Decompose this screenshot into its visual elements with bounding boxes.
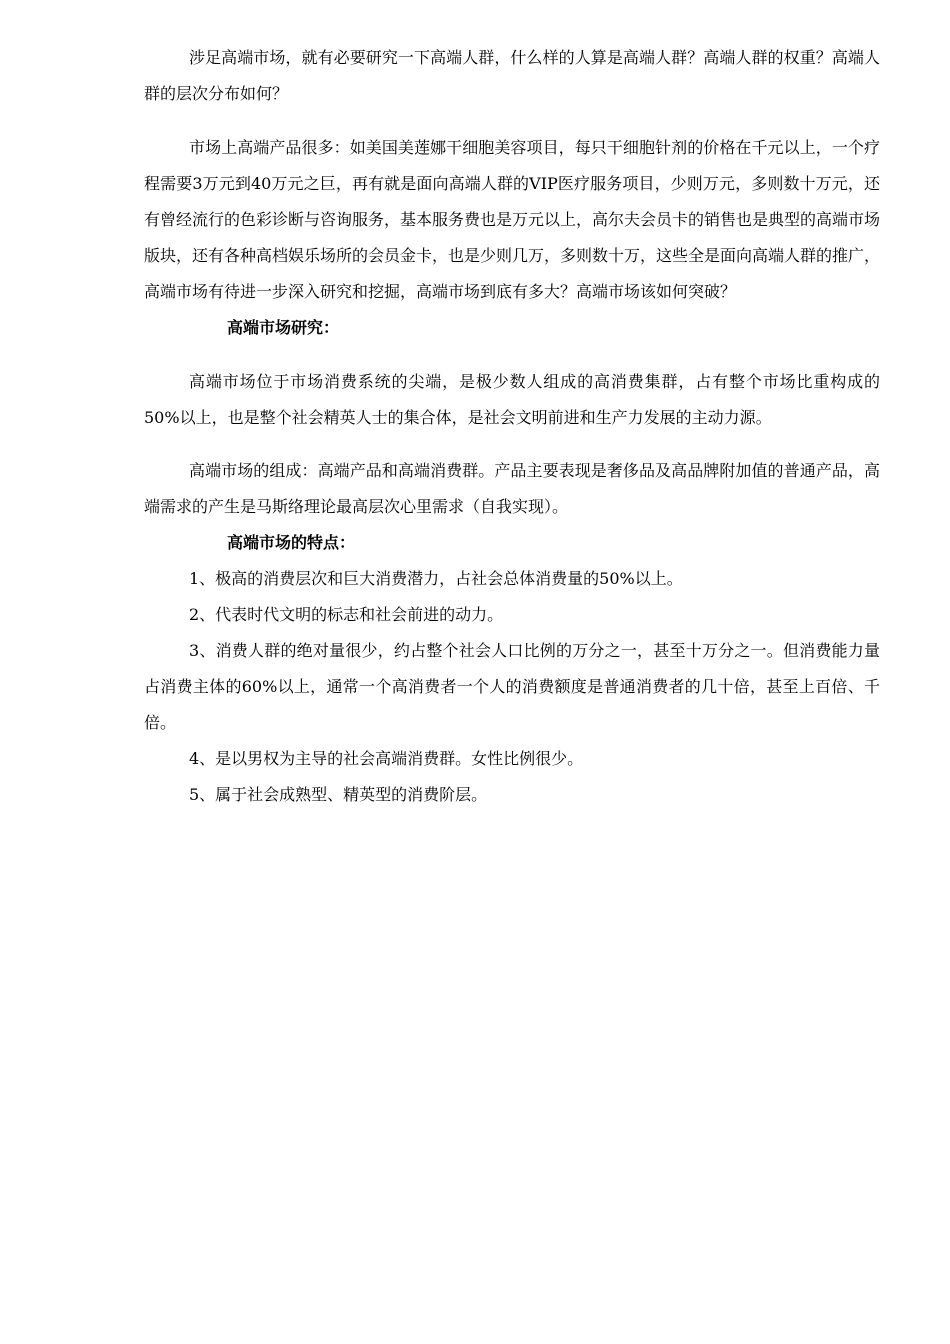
feature-item-2: 2、代表时代文明的标志和社会前进的动力。 [189,605,504,624]
composition-paragraph: 高端市场的组成：高端产品和高端消费群。产品主要表现是奢侈品及高品牌附加值的普通产品，高端需求的产生是马斯络理论最高层次心里需求（自我实现）。 [144,461,880,516]
research-heading: 高端市场研究： [227,318,340,337]
intro-paragraph: 涉足高端市场，就有必要研究一下高端人群，什么样的人算是高端人群？高端人群的权重？高端人群的层次分布如何？ [144,48,880,103]
feature-item-5: 5、属于社会成熟型、精英型的消费阶层。 [189,785,488,804]
feature-item-4: 4、是以男权为主导的社会高端消费群。女性比例很少。 [189,749,584,768]
features-heading: 高端市场的特点： [227,533,356,552]
market-products-paragraph: 市场上高端产品很多：如美国美莲娜干细胞美容项目，每只干细胞针剂的价格在千元以上，一个疗程需要3万元到40万元之巨，再有就是面向高端人群的VIP医疗服务项目，少则万元，多则数十万元，还有曾经流行的色彩诊断与咨询服务，基本服务费也是万元以上，高尔夫会员卡的销售也是典型的高端市场版块，还有各种高档娱乐场所的会员金卡，也是少则几万，多则数十万，这些全是面向高端人群的推广，高端市场有待进一步深入研究和挖掘，高端市场到底有多大？高端市场该如何突破？ [144,138,881,301]
feature-item-1: 1、极高的消费层次和巨大消费潜力，占社会总体消费量的50%以上。 [189,569,683,588]
research-paragraph: 高端市场位于市场消费系统的尖端，是极少数人组成的高消费集群，占有整个市场比重构成的50%以上，也是整个社会精英人士的集合体，是社会文明前进和生产力发展的主动力源。 [144,372,880,427]
feature-item-3: 3、消费人群的绝对量很少，约占整个社会人口比例的万分之一，甚至十万分之一。但消费能力量占消费主体的60%以上，通常一个高消费者一个人的消费额度是普通消费者的几十倍，甚至上百倍、千倍。 [144,641,880,732]
document-body [144,40,880,813]
